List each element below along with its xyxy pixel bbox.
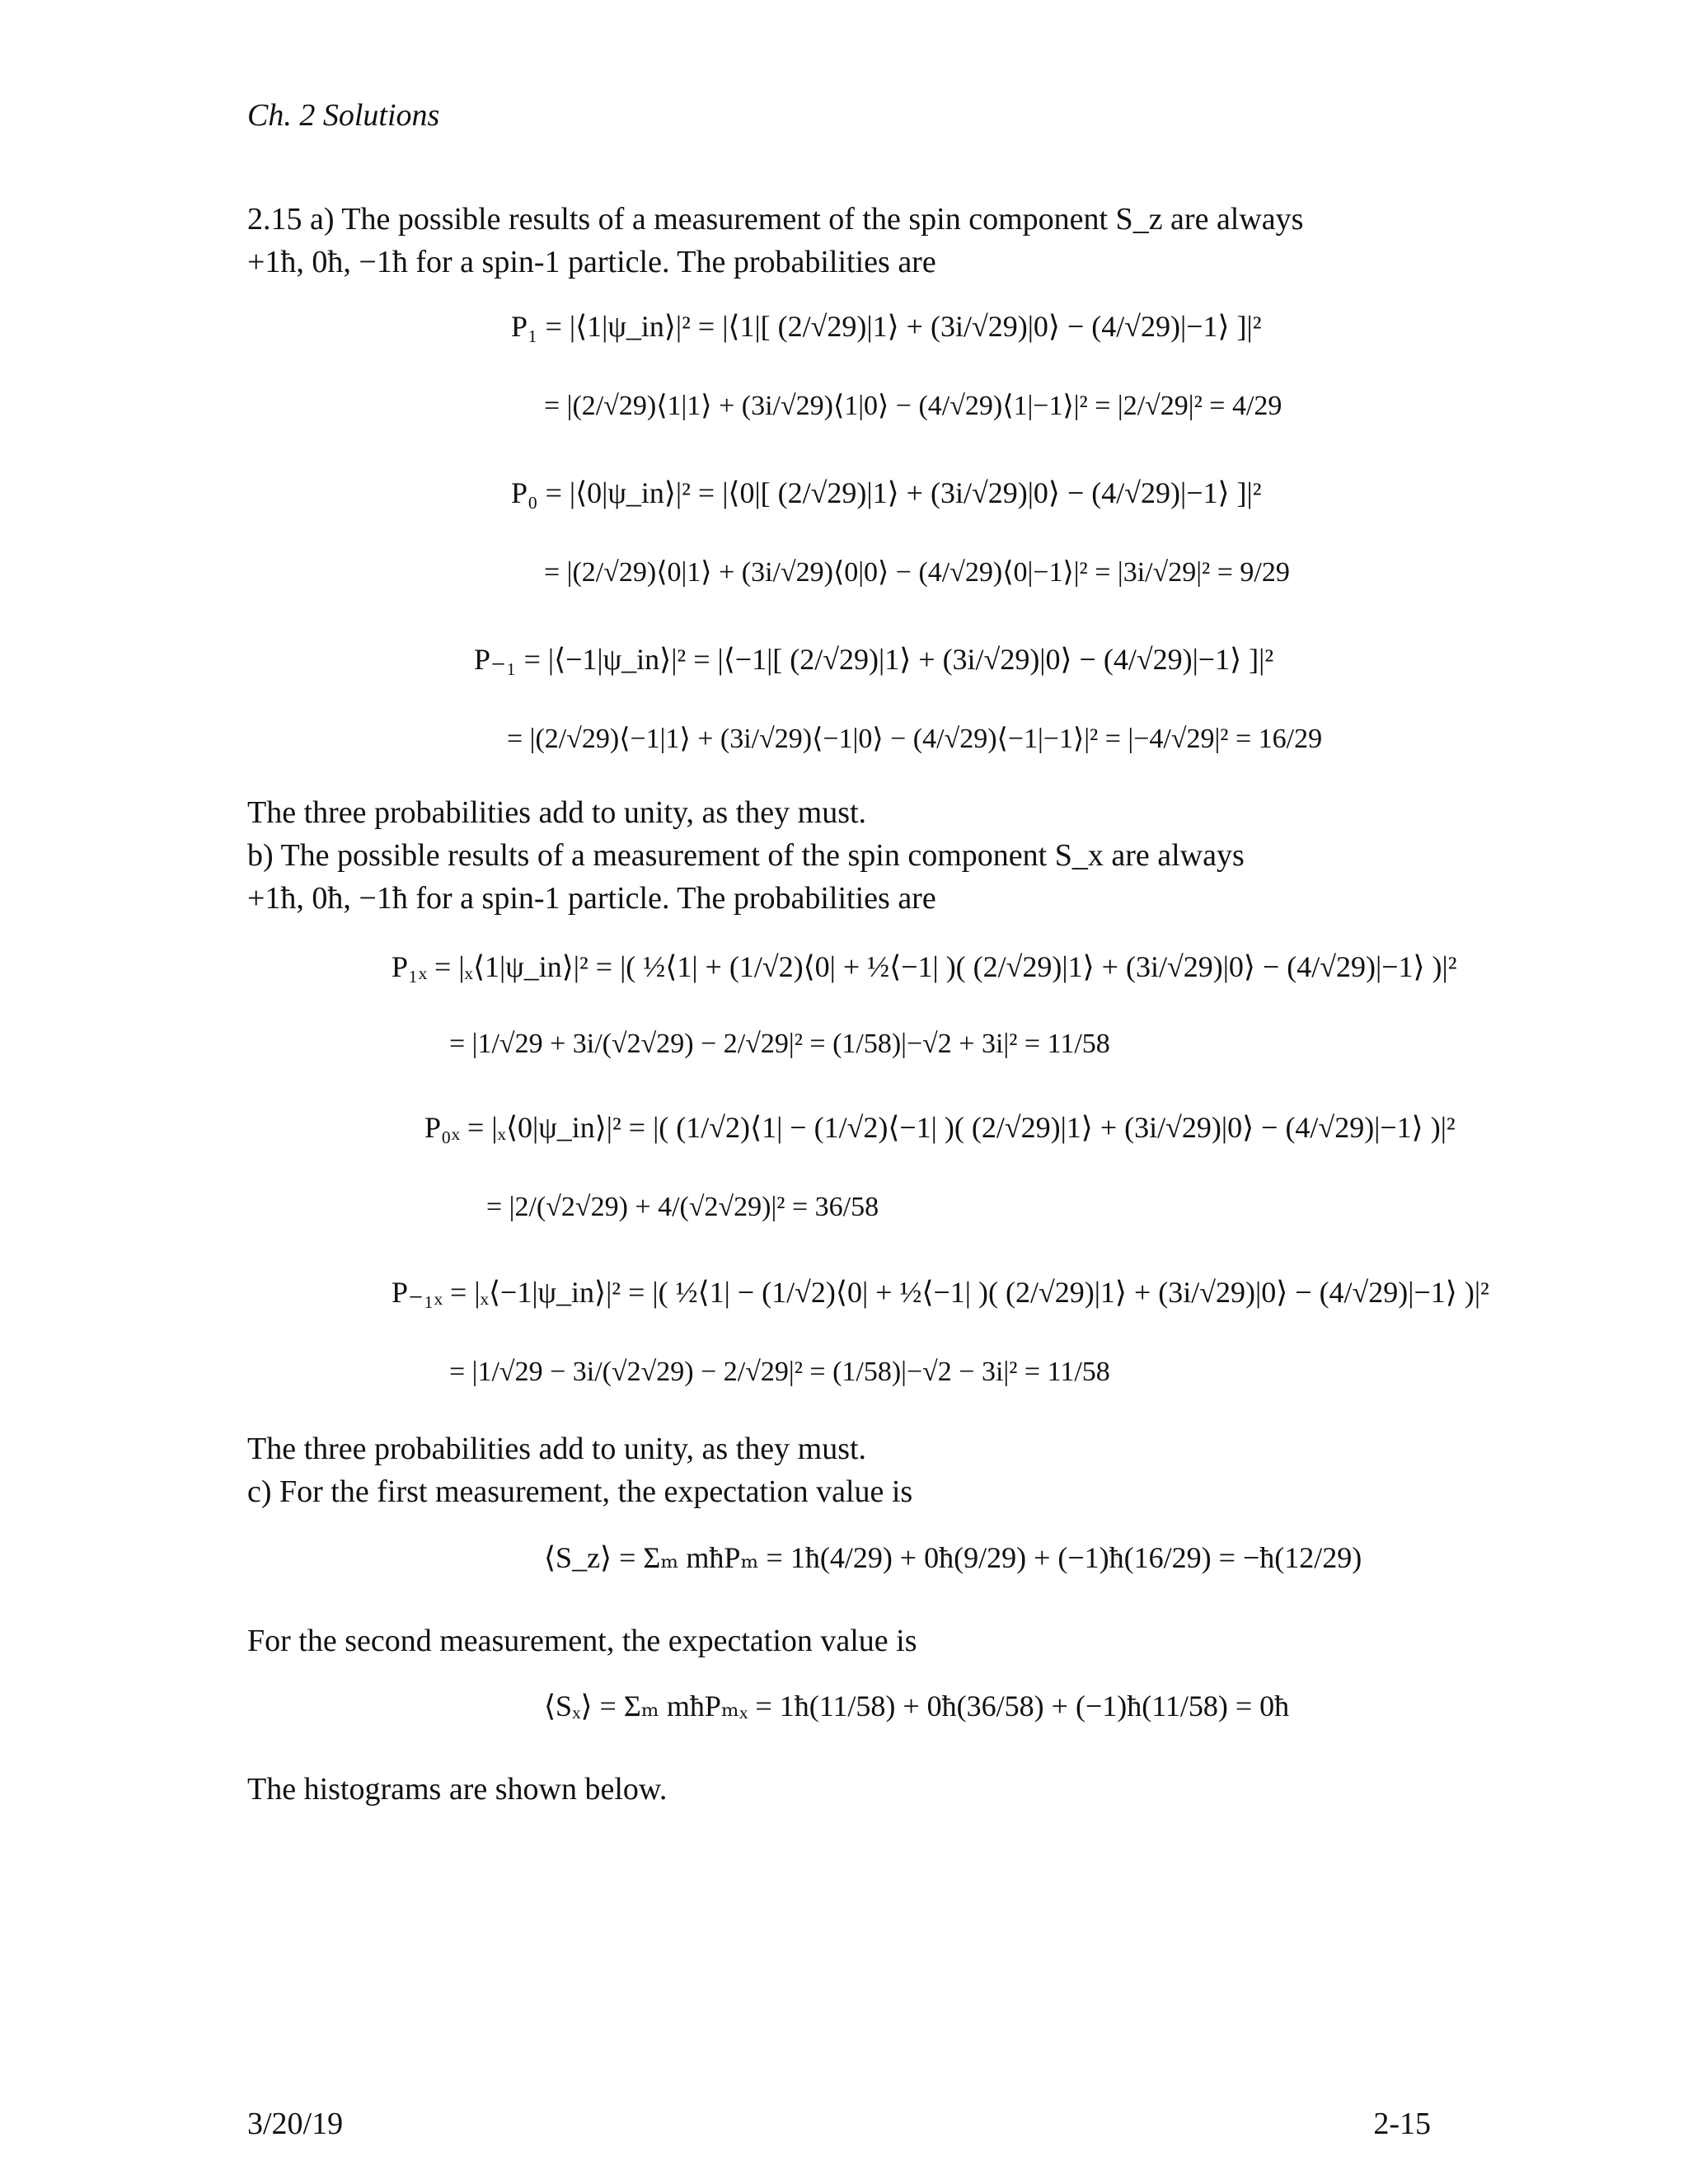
eq-pm1x: P₋₁ₓ = |ₓ⟨−1|ψ_in⟩|² = |( ½⟨1| − (1/√2)⟨0| + ½⟨−1| )( (2/√29)|1⟩ + (3i/√29)|0⟩ − (4/√29)|−1⟩ )|² xyxy=(392,1276,1489,1309)
part-c-closing: The histograms are shown below. xyxy=(247,1772,668,1807)
part-b-conclusion: The three probabilities add to unity, as they must. xyxy=(247,1432,867,1466)
page-header: Ch. 2 Solutions xyxy=(247,98,440,133)
eq-pm1-cont: = |(2/√29)⟨−1|1⟩ + (3i/√29)⟨−1|0⟩ − (4/√29)⟨−1|−1⟩|² = |−4/√29|² = 16/29 xyxy=(507,724,1323,754)
eq-p0-cont: = |(2/√29)⟨0|1⟩ + (3i/√29)⟨0|0⟩ − (4/√29)⟨0|−1⟩|² = |3i/√29|² = 9/29 xyxy=(544,557,1290,588)
eq-sz-expectation: ⟨S_z⟩ = Σₘ mħPₘ = 1ħ(4/29) + 0ħ(9/29) + (−1)ħ(16/29) = −ħ(12/29) xyxy=(544,1541,1362,1574)
footer-date: 3/20/19 xyxy=(247,2107,344,2141)
eq-pm1x-cont: = |1/√29 − 3i/(√2√29) − 2/√29|² = (1/58)|−√2 − 3i|² = 11/58 xyxy=(449,1357,1110,1387)
eq-sx-expectation: ⟨Sₓ⟩ = Σₘ mħPₘₓ = 1ħ(11/58) + 0ħ(36/58) + (−1)ħ(11/58) = 0ħ xyxy=(544,1690,1290,1722)
eq-p0x-cont: = |2/(√2√29) + 4/(√2√29)|² = 36/58 xyxy=(486,1192,879,1222)
part-a-intro-line1: 2.15 a) The possible results of a measurement of the spin component S_z are always xyxy=(247,202,1304,237)
part-a-intro xyxy=(247,198,1432,284)
eq-pm1: P₋₁ = |⟨−1|ψ_in⟩|² = |⟨−1|[ (2/√29)|1⟩ + (3i/√29)|0⟩ − (4/√29)|−1⟩ ]|² xyxy=(474,643,1274,676)
part-c-middle: For the second measurement, the expectation value is xyxy=(247,1624,917,1658)
footer-page-number: 2-15 xyxy=(1373,2107,1431,2141)
eq-p1: P₁ = |⟨1|ψ_in⟩|² = |⟨1|[ (2/√29)|1⟩ + (3i/√29)|0⟩ − (4/√29)|−1⟩ ]|² xyxy=(511,310,1262,343)
eq-p1x: P₁ₓ = |ₓ⟨1|ψ_in⟩|² = |( ½⟨1| + (1/√2)⟨0| + ½⟨−1| )( (2/√29)|1⟩ + (3i/√29)|0⟩ − (4/√29)|−1⟩ )|² xyxy=(392,950,1457,983)
eq-p0: P₀ = |⟨0|ψ_in⟩|² = |⟨0|[ (2/√29)|1⟩ + (3i/√29)|0⟩ − (4/√29)|−1⟩ ]|² xyxy=(511,476,1262,509)
part-b-intro-line2: +1ħ, 0ħ, −1ħ for a spin-1 particle. The probabilities are xyxy=(247,881,936,916)
part-b-intro xyxy=(247,834,1432,920)
eq-p1x-cont: = |1/√29 + 3i/(√2√29) − 2/√29|² = (1/58)|−√2 + 3i|² = 11/58 xyxy=(449,1029,1110,1059)
eq-p0x: P₀ₓ = |ₓ⟨0|ψ_in⟩|² = |( (1/√2)⟨1| − (1/√2)⟨−1| )( (2/√29)|1⟩ + (3i/√29)|0⟩ − (4/√29)|−1⟩ )|² xyxy=(424,1111,1456,1144)
part-c-intro: c) For the first measurement, the expectation value is xyxy=(247,1474,913,1509)
part-a-intro-line2: +1ħ, 0ħ, −1ħ for a spin-1 particle. The probabilities are xyxy=(247,245,936,279)
part-b-intro-line1: b) The possible results of a measurement of the spin component S_x are always xyxy=(247,838,1245,873)
eq-p1-cont: = |(2/√29)⟨1|1⟩ + (3i/√29)⟨1|0⟩ − (4/√29)⟨1|−1⟩|² = |2/√29|² = 4/29 xyxy=(544,391,1282,421)
part-a-conclusion: The three probabilities add to unity, as they must. xyxy=(247,795,867,830)
